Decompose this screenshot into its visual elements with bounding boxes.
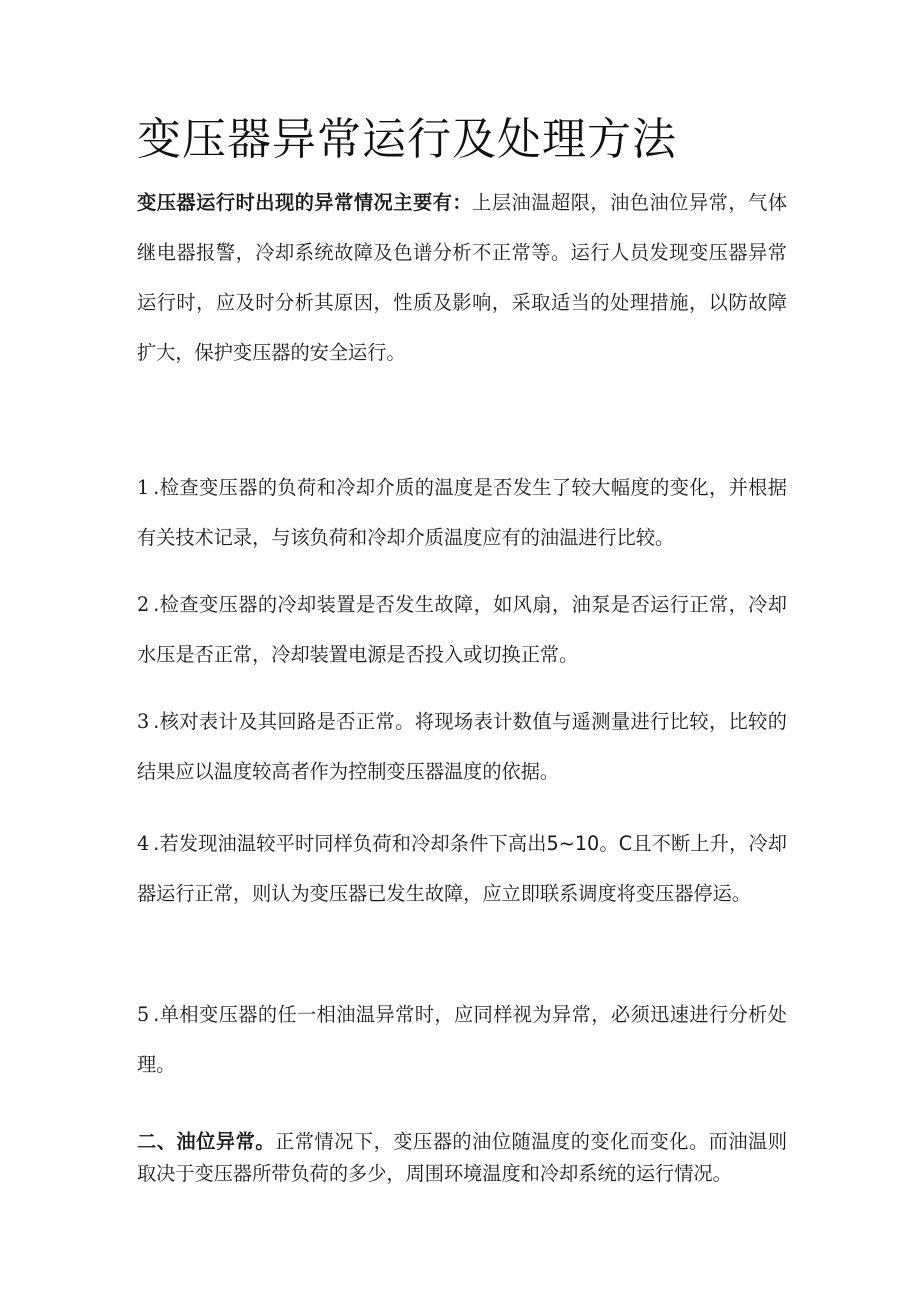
list-item-number: 2	[137, 593, 150, 616]
list-item-3	[137, 697, 787, 797]
list-item-text: .检查变压器的冷却装置是否发生故障，如风扇，油泵是否运行正常，冷却水压是否正常，冷却装置电源是否投入或切换正常。	[137, 593, 787, 666]
list-item-1	[137, 463, 787, 563]
intro-paragraph	[137, 178, 787, 378]
list-item-text: .若发现油温较平时同样负荷和冷却条件下高出5~10。C且不断上升，冷却器运行正常，则认为变压器已发生故障，应立即联系调度将变压器停运。	[137, 832, 787, 905]
intro-lead: 变压器运行时出现的异常情况主要有：	[137, 191, 473, 214]
list-item-4	[137, 819, 787, 919]
list-item-5	[137, 990, 787, 1090]
list-item-number: 3	[137, 710, 150, 733]
list-item-text: .单相变压器的任一相油温异常时，应同样视为异常，必须迅速进行分析处理。	[137, 1003, 787, 1076]
list-item-text: .检查变压器的负荷和冷却介质的温度是否发生了较大幅度的变化，并根据有关技术记录，与该负荷和冷却介质温度应有的油温进行比较。	[137, 476, 787, 549]
list-item-text: .核对表计及其回路是否正常。将现场表计数值与遥测量进行比较，比较的结果应以温度较高者作为控制变压器温度的依据。	[137, 710, 787, 783]
list-item-2	[137, 580, 787, 680]
section-2-paragraph	[137, 1126, 787, 1190]
section-2-lead: 二、油位异常。	[137, 1130, 275, 1153]
section-2-text: 正常情况下，变压器的油位随温度的变化而变化。而油温则取决于变压器所带负荷的多少，周围环境温度和冷却系统的运行情况。	[137, 1130, 788, 1185]
list-item-number: 1	[137, 476, 150, 499]
intro-text: 上层油温超限，油色油位异常，气体继电器报警，冷却系统故障及色谱分析不正常等。运行人员发现变压器异常运行时，应及时分析其原因，性质及影响，采取适当的处理措施，以防故障扩大，保护变压器的安全运行。	[137, 191, 788, 364]
list-item-number: 5	[137, 1003, 150, 1026]
list-item-number: 4	[137, 832, 150, 855]
document-title: 变压器异常运行及处理方法	[137, 114, 677, 165]
